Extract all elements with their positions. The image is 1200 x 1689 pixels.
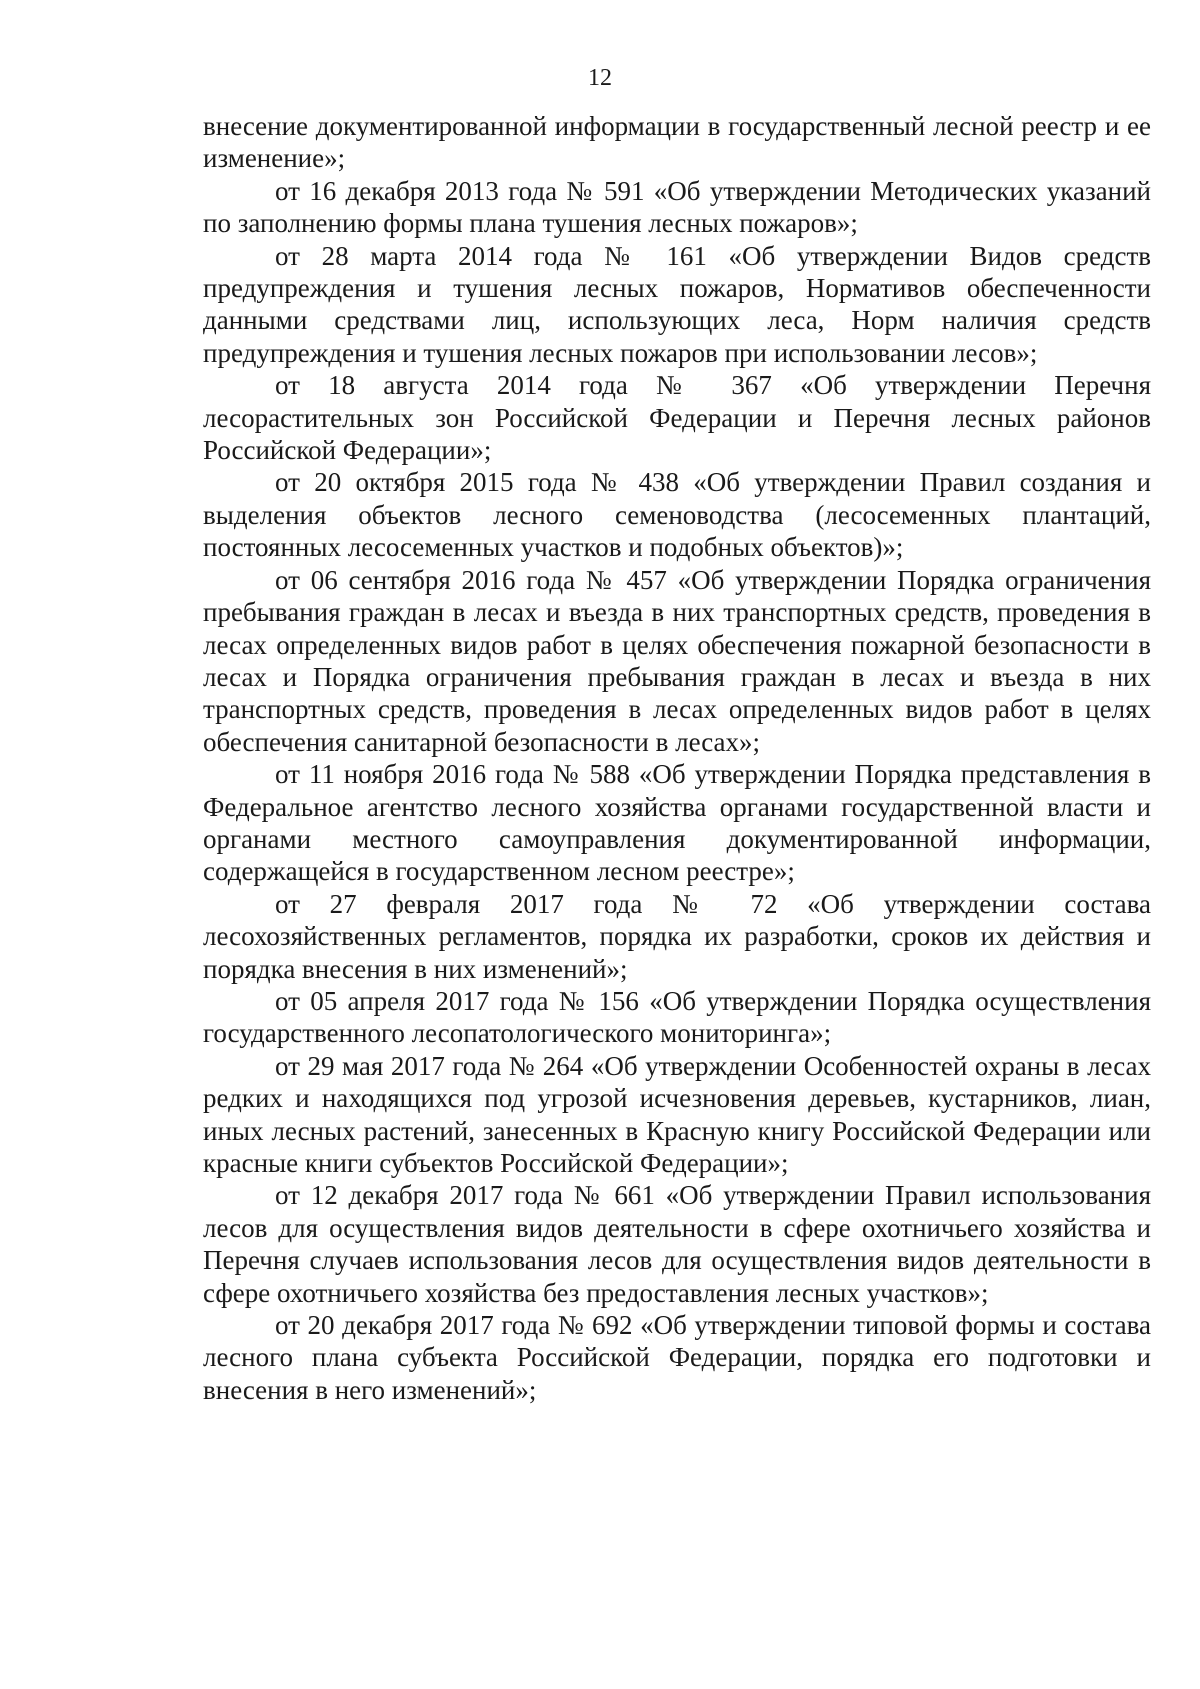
- paragraph: от 29 мая 2017 года № 264 «Об утверждении Особенностей охраны в лесах редких и находящихся под угрозой исчезновения деревьев, кустарников, лиан, иных лесных растений, занесенных в Красную книгу Российской Федерации или красные книги субъектов Российской Федерации»;: [203, 1050, 1151, 1178]
- paragraph: от 11 ноября 2016 года № 588 «Об утверждении Порядка представления в Федеральное агентство лесного хозяйства органами государственной власти и органами местного самоуправления документированной информации, содержащейся в государственном лесном реестре»;: [203, 759, 1151, 887]
- paragraph: от 28 марта 2014 года № 161 «Об утверждении Видов средств предупреждения и тушения лесных пожаров, Нормативов обеспеченности данными средствами лиц, использующих леса, Норм наличия средств предупреждения и тушения лесных пожаров при использовании лесов»;: [203, 240, 1151, 368]
- paragraph: от 20 декабря 2017 года № 692 «Об утверждении типовой формы и состава лесного плана субъекта Российской Федерации, порядка его подготовки и внесения в него изменений»;: [203, 1310, 1151, 1405]
- paragraph: от 06 сентября 2016 года № 457 «Об утверждении Порядка ограничения пребывания граждан в лесах и въезда в них транспортных средств, проведения в лесах определенных видов работ в целях обеспечения пожарной безопасности в лесах и Порядка ограничения пребывания граждан в лесах и въезда в них транспортных средств, проведения в лесах определенных видов работ в целях обеспечения санитарной безопасности в лесах»;: [203, 564, 1151, 757]
- paragraph: от 27 февраля 2017 года № 72 «Об утверждении состава лесохозяйственных регламентов, порядка их разработки, сроков их действия и порядка внесения в них изменений»;: [203, 888, 1151, 984]
- paragraph: от 16 декабря 2013 года № 591 «Об утверждении Методических указаний по заполнению формы плана тушения лесных пожаров»;: [203, 175, 1151, 239]
- paragraph: от 18 августа 2014 года № 367 «Об утверждении Перечня лесорастительных зон Российской Федерации и Перечня лесных районов Российской Федерации»;: [203, 370, 1151, 466]
- page-number: 12: [588, 65, 612, 91]
- document-body: [203, 110, 1151, 1406]
- paragraph: от 20 октября 2015 года № 438 «Об утверждении Правил создания и выделения объектов лесного семеноводства (лесосеменных плантаций, постоянных лесосеменных участков и подобных объектов)»;: [203, 467, 1151, 563]
- paragraph: от 05 апреля 2017 года № 156 «Об утверждении Порядка осуществления государственного лесопатологического мониторинга»;: [203, 985, 1151, 1049]
- paragraph: внесение документированной информации в государственный лесной реестр и ее изменение»;: [203, 111, 1151, 174]
- paragraph: от 12 декабря 2017 года № 661 «Об утверждении Правил использования лесов для осуществления видов деятельности в сфере охотничьего хозяйства и Перечня случаев использования лесов для осуществления видов деятельности в сфере охотничьего хозяйства без предоставления лесных участков»;: [203, 1180, 1151, 1308]
